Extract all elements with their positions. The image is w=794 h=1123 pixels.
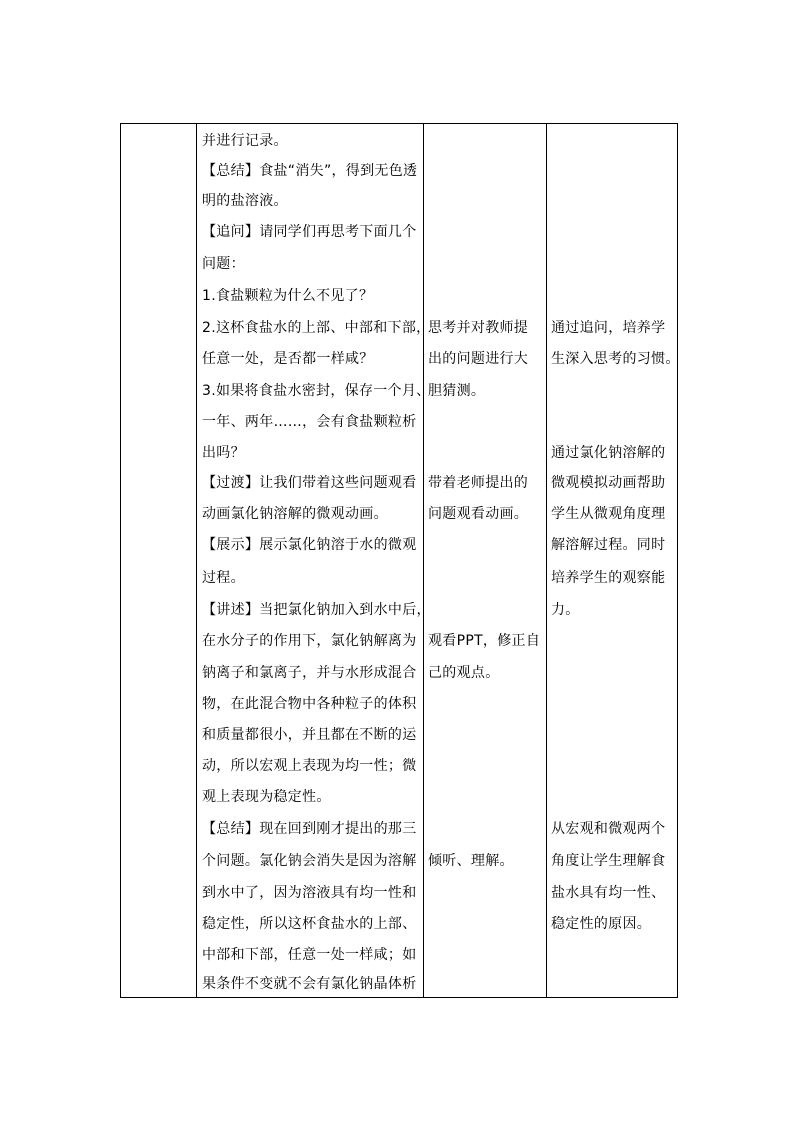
student-line: 思考并对教师提 [428, 320, 529, 336]
teacher-line: 到水中了，因为溶液具有均一性和 [202, 885, 417, 901]
teacher-line: 果条件不变就不会有氯化钠晶体析 [202, 976, 417, 992]
intent-line: 角度让学生理解食 [551, 853, 666, 869]
student-activity-column [423, 124, 546, 997]
teacher-line: 【展示】展示氯化钠溶于水的微观 [202, 537, 417, 553]
teacher-line: 和质量都很小，并且都在不断的运 [202, 727, 417, 743]
teacher-line: 问题： [202, 256, 245, 272]
teacher-line: 个问题。氯化钠会消失是因为溶解 [202, 853, 417, 869]
teacher-line: 观上表现为稳定性。 [202, 789, 331, 805]
intent-line: 从宏观和微观两个 [551, 821, 666, 837]
student-line: 问题观看动画。 [428, 506, 529, 522]
teacher-line: 明的盐溶液。 [202, 193, 288, 209]
teacher-line: 【追问】请同学们再思考下面几个 [202, 224, 417, 240]
student-line: 倾听、理解。 [428, 853, 514, 869]
intent-line: 通过追问，培养学 [551, 320, 666, 336]
teacher-line: 2.这杯食盐水的上部、中部和下部， [202, 320, 431, 336]
teacher-line: 【总结】食盐“消失”，得到无色透 [202, 163, 418, 179]
intent-line: 通过氯化钠溶解的 [551, 445, 666, 461]
intent-line: 盐水具有均一性、 [551, 885, 666, 901]
teacher-line: 在水分子的作用下，氯化钠解离为 [202, 633, 417, 649]
student-line: 观看PPT，修正自 [428, 633, 541, 649]
teacher-line: 一年、两年……，会有食盐颗粒析 [202, 414, 417, 430]
teacher-line: 钠离子和氯离子，并与水形成混合 [202, 665, 417, 681]
student-line: 胆猜测。 [428, 383, 486, 399]
intent-line: 稳定性的原因。 [551, 916, 652, 932]
intent-line: 培养学生的观察能 [551, 570, 666, 586]
teacher-line: 并进行记录。 [202, 133, 288, 149]
design-intent-column [546, 124, 679, 997]
teacher-line: 1.食盐颗粒为什么不见了？ [202, 288, 374, 304]
teacher-line: 3.如果将食盐水密封，保存一个月、 [202, 383, 431, 399]
teacher-line: 【讲述】当把氯化钠加入到水中后， [202, 602, 431, 618]
student-line: 带着老师提出的 [428, 475, 529, 491]
student-line: 出的问题进行大 [428, 351, 529, 367]
teacher-line: 过程。 [202, 570, 245, 586]
teacher-line: 【总结】现在回到刚才提出的那三 [202, 821, 417, 837]
teacher-line: 动，所以宏观上表现为均一性；微 [202, 758, 417, 774]
intent-line: 微观模拟动画帮助 [551, 475, 666, 491]
intent-line: 生深入思考的习惯。 [551, 351, 680, 367]
teacher-line: 物，在此混合物中各种粒子的体积 [202, 696, 417, 712]
teacher-line: 【过渡】让我们带着这些问题观看 [202, 475, 417, 491]
teacher-line: 任意一处，是否都一样咸？ [202, 351, 374, 367]
intent-line: 解溶解过程。同时 [551, 537, 666, 553]
stage-column [121, 124, 196, 997]
teacher-activity-column [196, 124, 431, 997]
teacher-line: 稳定性，所以这杯食盐水的上部、 [202, 916, 417, 932]
intent-line: 学生从微观角度理 [551, 506, 666, 522]
teacher-line: 中部和下部，任意一处一样咸；如 [202, 947, 417, 963]
intent-line: 力。 [551, 602, 580, 618]
student-line: 己的观点。 [428, 665, 500, 681]
lesson-table [120, 123, 678, 998]
teacher-line: 出吗？ [202, 445, 245, 461]
teacher-line: 动画氯化钠溶解的微观动画。 [202, 506, 388, 522]
